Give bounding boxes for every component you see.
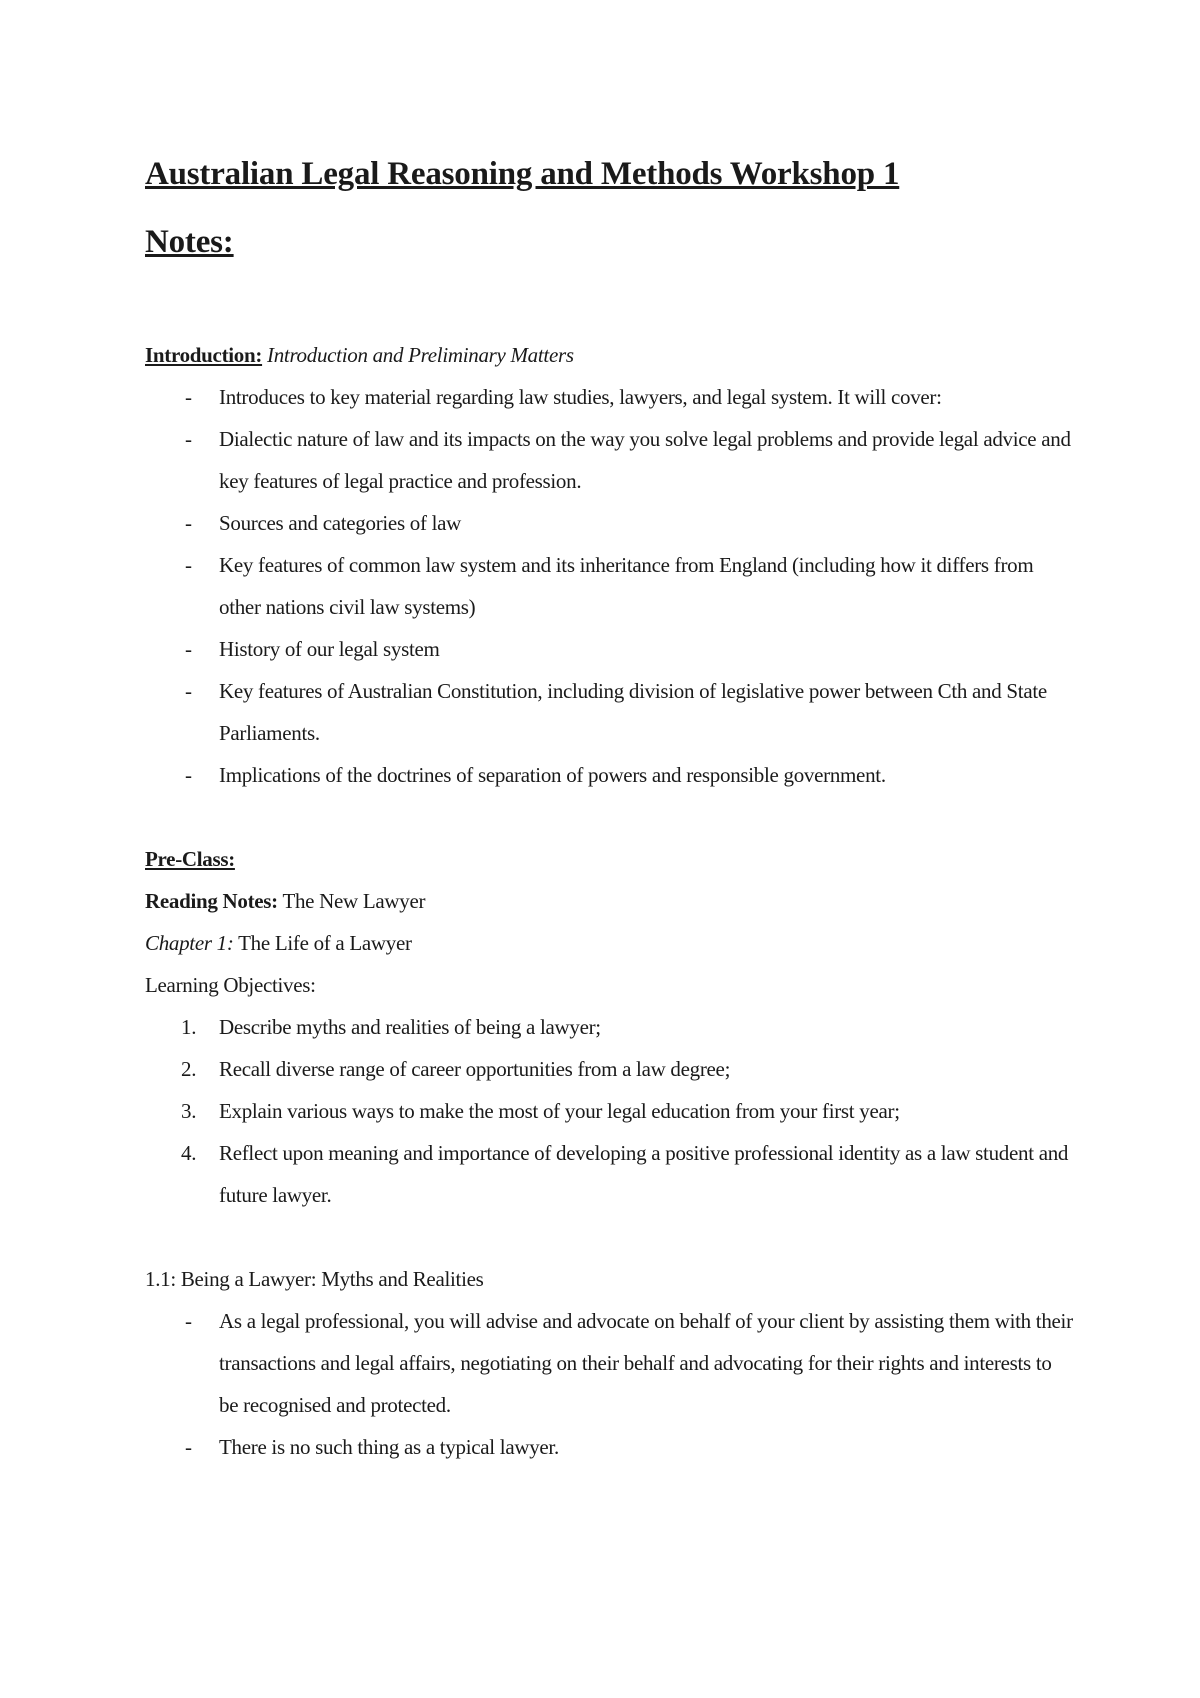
- list-item-text: Key features of Australian Constitution, including division of legislative power between Cth and State Parliaments.: [219, 679, 1047, 745]
- document-page: [145, 140, 1075, 1468]
- dash-marker: -: [185, 679, 192, 703]
- chapter-line: [145, 922, 1075, 964]
- reading-notes-line: [145, 880, 1075, 922]
- dash-marker: -: [185, 385, 192, 409]
- spacer: [145, 796, 1075, 838]
- title-line-2: Notes:: [145, 224, 234, 260]
- list-item-text: Reflect upon meaning and importance of developing a positive professional identity as a law student and future lawyer.: [219, 1141, 1069, 1207]
- number-marker: 3.: [181, 1099, 197, 1123]
- list-item-text: Key features of common law system and its inheritance from England (including how it differs from other nations civil law systems): [219, 553, 1034, 619]
- list-item-text: Implications of the doctrines of separation of powers and responsible government.: [219, 763, 886, 787]
- list-item-text: As a legal professional, you will advise and advocate on behalf of your client by assisting them with their transactions and legal affairs, negotiating on their behalf and advocating for their rights and interests to be recognised and protected.: [219, 1309, 1073, 1417]
- list-item: [145, 544, 1075, 628]
- list-item-text: History of our legal system: [219, 637, 440, 661]
- dash-marker: -: [185, 511, 192, 535]
- list-item: [145, 1048, 1075, 1090]
- section-1-1: [145, 1258, 1075, 1468]
- list-item: [145, 670, 1075, 754]
- learning-objectives-label: Learning Objectives:: [145, 973, 316, 997]
- title-line-1: Australian Legal Reasoning and Methods Workshop 1: [145, 156, 900, 192]
- list-item-text: Describe myths and realities of being a lawyer;: [219, 1015, 601, 1039]
- number-marker: 2.: [181, 1057, 197, 1081]
- section-1-1-list: [145, 1300, 1075, 1468]
- introduction-label: Introduction:: [145, 343, 263, 367]
- list-item-text: Recall diverse range of career opportunities from a law degree;: [219, 1057, 731, 1081]
- reading-notes-text: The New Lawyer: [277, 889, 426, 913]
- list-item: [145, 1006, 1075, 1048]
- list-item-text: Introduces to key material regarding law studies, lawyers, and legal system. It will cover:: [219, 385, 942, 409]
- spacer: [145, 1216, 1075, 1258]
- document-title: [145, 140, 1075, 276]
- dash-marker: -: [185, 553, 192, 577]
- list-item-text: There is no such thing as a typical lawyer.: [219, 1435, 559, 1459]
- introduction-heading: [145, 334, 1075, 376]
- list-item: [145, 1090, 1075, 1132]
- preclass-section: [145, 838, 1075, 1216]
- preclass-heading: Pre-Class:: [145, 847, 235, 871]
- list-item: [145, 1132, 1075, 1216]
- dash-marker: -: [185, 637, 192, 661]
- dash-marker: -: [185, 763, 192, 787]
- dash-marker: -: [185, 427, 192, 451]
- introduction-section: [145, 334, 1075, 796]
- section-1-1-heading: 1.1: Being a Lawyer: Myths and Realities: [145, 1267, 484, 1291]
- list-item: [145, 418, 1075, 502]
- introduction-list: [145, 376, 1075, 796]
- list-item: [145, 1426, 1075, 1468]
- list-item: [145, 502, 1075, 544]
- list-item: [145, 376, 1075, 418]
- introduction-subtitle: Introduction and Preliminary Matters: [262, 343, 574, 367]
- dash-marker: -: [185, 1309, 192, 1333]
- chapter-text: The Life of a Lawyer: [233, 931, 412, 955]
- list-item-text: Sources and categories of law: [219, 511, 462, 535]
- list-item: [145, 754, 1075, 796]
- list-item: [145, 628, 1075, 670]
- number-marker: 4.: [181, 1141, 197, 1165]
- chapter-label: Chapter 1:: [145, 931, 234, 955]
- list-item: [145, 1300, 1075, 1426]
- dash-marker: -: [185, 1435, 192, 1459]
- learning-objectives-list: [145, 1006, 1075, 1216]
- list-item-text: Dialectic nature of law and its impacts on the way you solve legal problems and provide legal advice and key features of legal practice and profession.: [219, 427, 1071, 493]
- list-item-text: Explain various ways to make the most of your legal education from your first year;: [219, 1099, 900, 1123]
- number-marker: 1.: [181, 1015, 197, 1039]
- reading-notes-label: Reading Notes:: [145, 889, 278, 913]
